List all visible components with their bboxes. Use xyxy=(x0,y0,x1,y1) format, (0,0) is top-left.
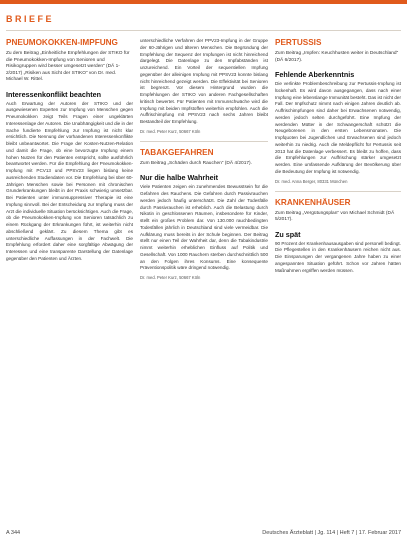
article-intro: Zum Beitrag „Vergütungsplan“ von Michael Schmidt (DÄ 5/2017). xyxy=(275,210,395,222)
letter-author: Dr. med. Peter Kurz, 50667 Köln xyxy=(140,275,201,280)
section-label: BRIEFE xyxy=(6,14,55,24)
section-divider xyxy=(140,141,268,142)
page-footer xyxy=(6,530,401,542)
letter-author: Dr. med. Anna Berger, 80331 München xyxy=(275,178,348,184)
publication-info: Deutsches Ärzteblatt | Jg. 114 | Heft 7 | 17. Februar 2017 xyxy=(262,530,401,536)
top-accent-bar xyxy=(0,0,407,4)
letter-author: Dr. med. Peter Kurz, 50667 Köln xyxy=(140,128,201,134)
letter-body: Auch Erwartung der Autoren der STIKO und der ausgewiesenen Experten zur Impfung von Menschen gegen Pneumokokken zeigt Teils Fragen einer ungeklärten Interessenlage der Autoren. Die Unabhängigkeit und die in der Sache fundierte Empfehlung zur Impfung ist nicht klar ersichtlich. Die Nennung der vorhandenen Interessenkonflikte bleibt unbeantwortet. Die Frage der Kosten-Nutzen-Relation und damit die Frage, ob eine bevorzugte Impfung einem hohen Nutzen für den Patienten entspricht, sollte ausführlich beantwortet werden. Für die Empfehlung der Pneumokokken-Impfung mit PCV13 und PPSV23 liegen bislang keine ausreichenden Studiendaten vor. Die Empfehlung bei über 60-Jährigen Menschen sowie bei Personen mit chronischen Grunderkrankungen bleibt in der Praxis schwierig umsetzbar. Bei Patienten unter immunsuppressiver Therapie ist eine Impfung sinnvoll. Bei der Entscheidung zur Impfung muss der Arzt die individuelle Situation berücksichtigen. Auch die Frage, ob die Pneumokokken-Impfung von Senioren tatsächlich zu einem Rückgang der Erkrankungen führt, ist weiterhin nicht abschließend geklärt. Zu diesem Thema gibt es unterschiedliche Auffassungen in der Fachwelt. Die Empfehlung erfordert daher eine sorgfältige Abwägung der Interessen und eine transparente Darstellung der Datenlage gegenüber den Patienten und Ärzten. xyxy=(6,100,133,261)
letter-headline: Fehlende Aberkenntnis xyxy=(275,70,355,79)
letter-body: Viele Patienten zeigen ein zunehmendes Bewusstsein für die Gefahren des Rauchens. Die Gefahren durch Passivrauchen werden jedoch häufig unterschätzt. Die Zahl der Todesfälle durch Passivrauchen ist erheblich. Auch die Belastung durch Nikotin in geschlossenen Räumen, insbesondere für Kinder, stellt ein großes Problem dar. Von 130.000 rauchbedingten Todesfällen jährlich in Deutschland sind viele vermeidbar. Die Aufklärung muss bereits in der Schule beginnen. Der Beitrag stellt nur einen Teil der Wahrheit dar, denn die Tabakindustrie nimmt weiterhin erheblichen Einfluss auf Politik und Gesellschaft. Von 1000 Rauchern sterben durchschnittlich 500 an den Folgen ihres Konsums. Eine konsequente Präventionspolitik wäre dringend notwendig. xyxy=(140,184,268,271)
letter-headline: Nur die halbe Wahrheit xyxy=(140,173,219,183)
column-2 xyxy=(140,38,268,528)
letter-body: 90 Prozent der Krankenhausausgaben sind personell bedingt. Die Pflegestellen in den Krankenhäusern reichen nicht aus. Die Einsparungen der vergangenen Jahre haben zu einer angespannten Situation geführt. Schon vor Jahren hätten Maßnahmen ergriffen werden müssen. xyxy=(275,240,401,273)
section-divider xyxy=(275,191,401,192)
page-number: A 344 xyxy=(6,530,21,536)
letter-body-continued: unterschiedliche Verfahren der PPV23-Impfung in der Gruppe der 60-Jährigen und älteren Menschen. Die Begründung der Empfehlung der Sequenz der Impfungen ist nicht hinreichend dargelegt. Die Datenlage zu den Impfabständen ist unzureichend. Ein Vorteil der sequentiellen Impfung gegenüber der alleinigen Impfung mit PPSV23 konnte bislang nicht hinreichend gezeigt werden. Die Effektivität bei Senioren ist begrenzt. Vor diesem Hintergrund wurden die Empfehlungen der STIKO von anderen Fachgesellschaften kritisch bewertet. Für Patienten mit Immunschwäche wird die Impfung mit beiden Impfstoffen weiterhin empfohlen. Auch die Auffrischimpfung mit PPSV23 nach sechs Jahren bleibt Bestandteil der Empfehlung. xyxy=(140,38,268,124)
letter-headline: Interessenkonflikt beachten xyxy=(6,89,102,99)
article-intro: Zu dem Beitrag „Einheitliche Empfehlungen der STIKO für die Pneumokokken-Impfung von Senioren und Risikogruppen wird besser umgesetzt werden“ (DÄ 1-2/2017) „Risiken aus Sicht der STIKO“ von Dr. med. Michael W. Rittel. xyxy=(6,51,130,82)
column-3 xyxy=(275,38,401,528)
article-intro: Zum Beitrag „Impfen: Keuchhusten weiter in Deutschland“ (DÄ 6/2017). xyxy=(275,51,399,63)
column-1 xyxy=(6,38,133,528)
letter-body: Die verlinkte Problembeschreibung zur Pertussis-Impfung ist lückenhaft. Es wird davon ausgegangen, dass nach einer Impfung eine lebenslange Immunität besteht. Das ist nicht der Fall. Der Impfschutz nimmt nach einigen Jahren deutlich ab. Auffrischimpfungen sind daher bei Erwachsenen notwendig, werden jedoch selten durchgeführt. Eine Impfung der werdenden Mütter in der Schwangerschaft schützt die Neugeborenen in den ersten Lebensmonaten. Die Impfquoten bei Jugendlichen und Erwachsenen sind jedoch weiterhin zu niedrig. Auch die Meldepflicht für Pertussis seit 2013 hat die Datenlage verbessert. Es bleibt zu hoffen, dass die Empfehlungen zur Auffrischung stärker umgesetzt werden. Eine umfassende Aufklärung der Bevölkerung über die Bedeutung der Impfung ist notwendig. xyxy=(275,81,401,174)
letter-headline: Zu spät xyxy=(275,229,301,239)
article-title-pertussis: PERTUSSIS xyxy=(275,38,322,47)
header-divider xyxy=(6,30,401,31)
article-intro: Zum Beitrag „Schäden durch Rauchen“ (DÄ 4/2017). xyxy=(140,160,252,166)
article-title-tabak: TABAKGEFAHREN xyxy=(140,147,214,157)
article-title-pneumokokken: PNEUMOKOKKEN-IMPFUNG xyxy=(6,38,118,47)
article-title-krankenhaeuser: KRANKENHÄUSER xyxy=(275,197,351,207)
